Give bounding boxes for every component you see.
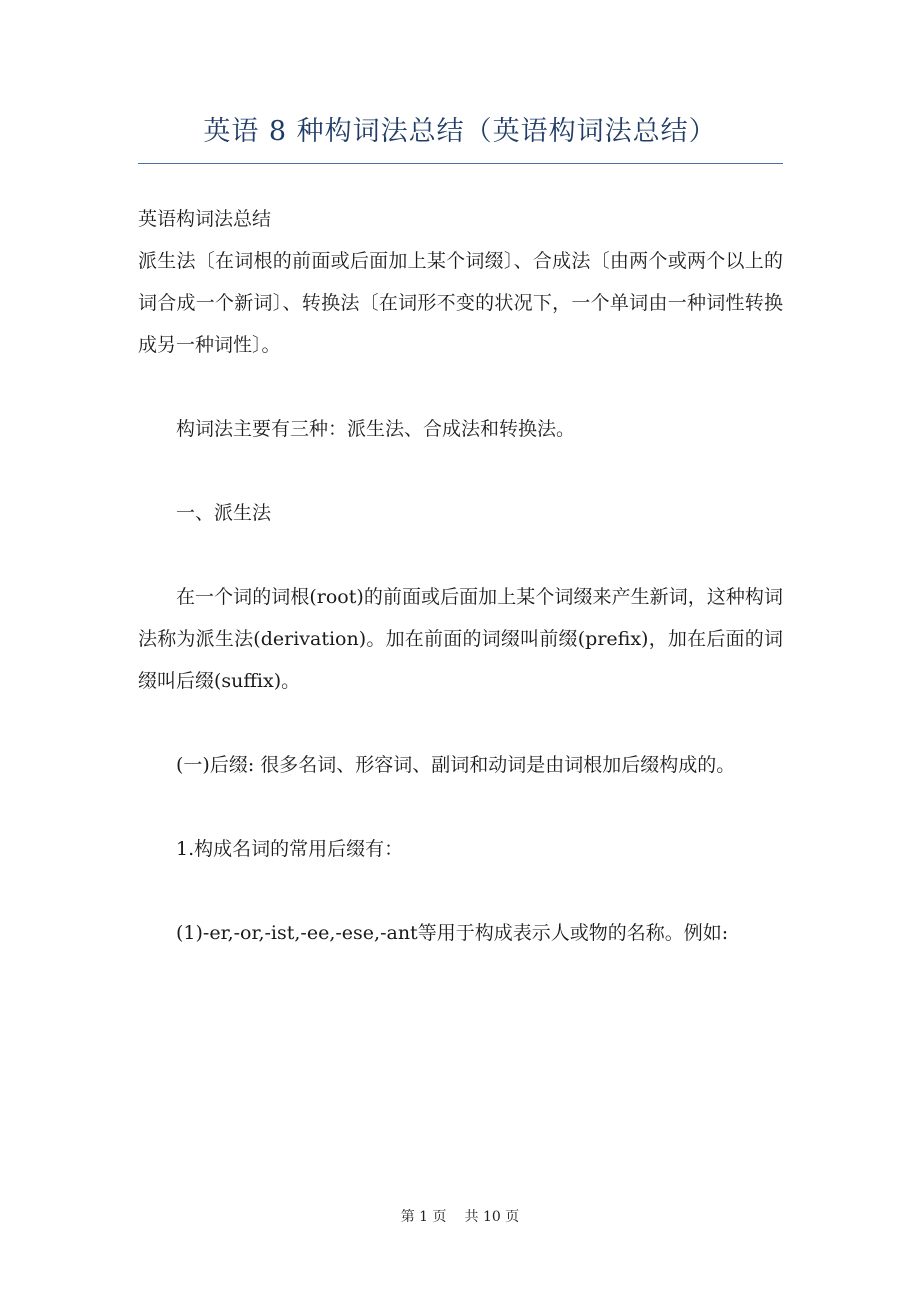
page-number: 第 1 页 <box>400 1209 447 1225</box>
page-total: 共 10 页 <box>464 1209 520 1225</box>
paragraph-suffix: (一)后缀: 很多名词、形容词、副词和动词是由词根加后缀构成的。 <box>176 754 736 776</box>
paragraph-main-methods: 构词法主要有三种：派生法、合成法和转换法。 <box>176 418 576 440</box>
paragraph-intro: 派生法〔在词根的前面或后面加上某个词缀〕、合成法〔由两个或两个以上的词合成一个新词〕、转换法〔在词形不变的状况下，一个单词由一种词性转换成另一种词性〕。 <box>138 250 783 356</box>
paragraph-person-suffixes: (1)-er,-or,-ist,-ee,-ese,-ant等用于构成表示人或物的名称。例如: <box>176 922 729 944</box>
title-divider <box>138 163 783 164</box>
paragraph-noun-suffixes: 1.构成名词的常用后缀有： <box>176 838 404 860</box>
document-body <box>138 198 783 954</box>
document-title: 英语 8 种构词法总结（英语构词法总结） <box>203 116 717 147</box>
paragraph-heading: 英语构词法总结 <box>138 208 272 230</box>
page-footer <box>0 1206 920 1226</box>
paragraph-derivation: 在一个词的词根(root)的前面或后面加上某个词缀来产生新词，这种构词法称为派生法(derivation)。加在前面的词缀叫前缀(prefix)，加在后面的词缀叫后缀(suffix)。 <box>138 586 783 692</box>
section-heading-derivation: 一、派生法 <box>176 502 272 524</box>
